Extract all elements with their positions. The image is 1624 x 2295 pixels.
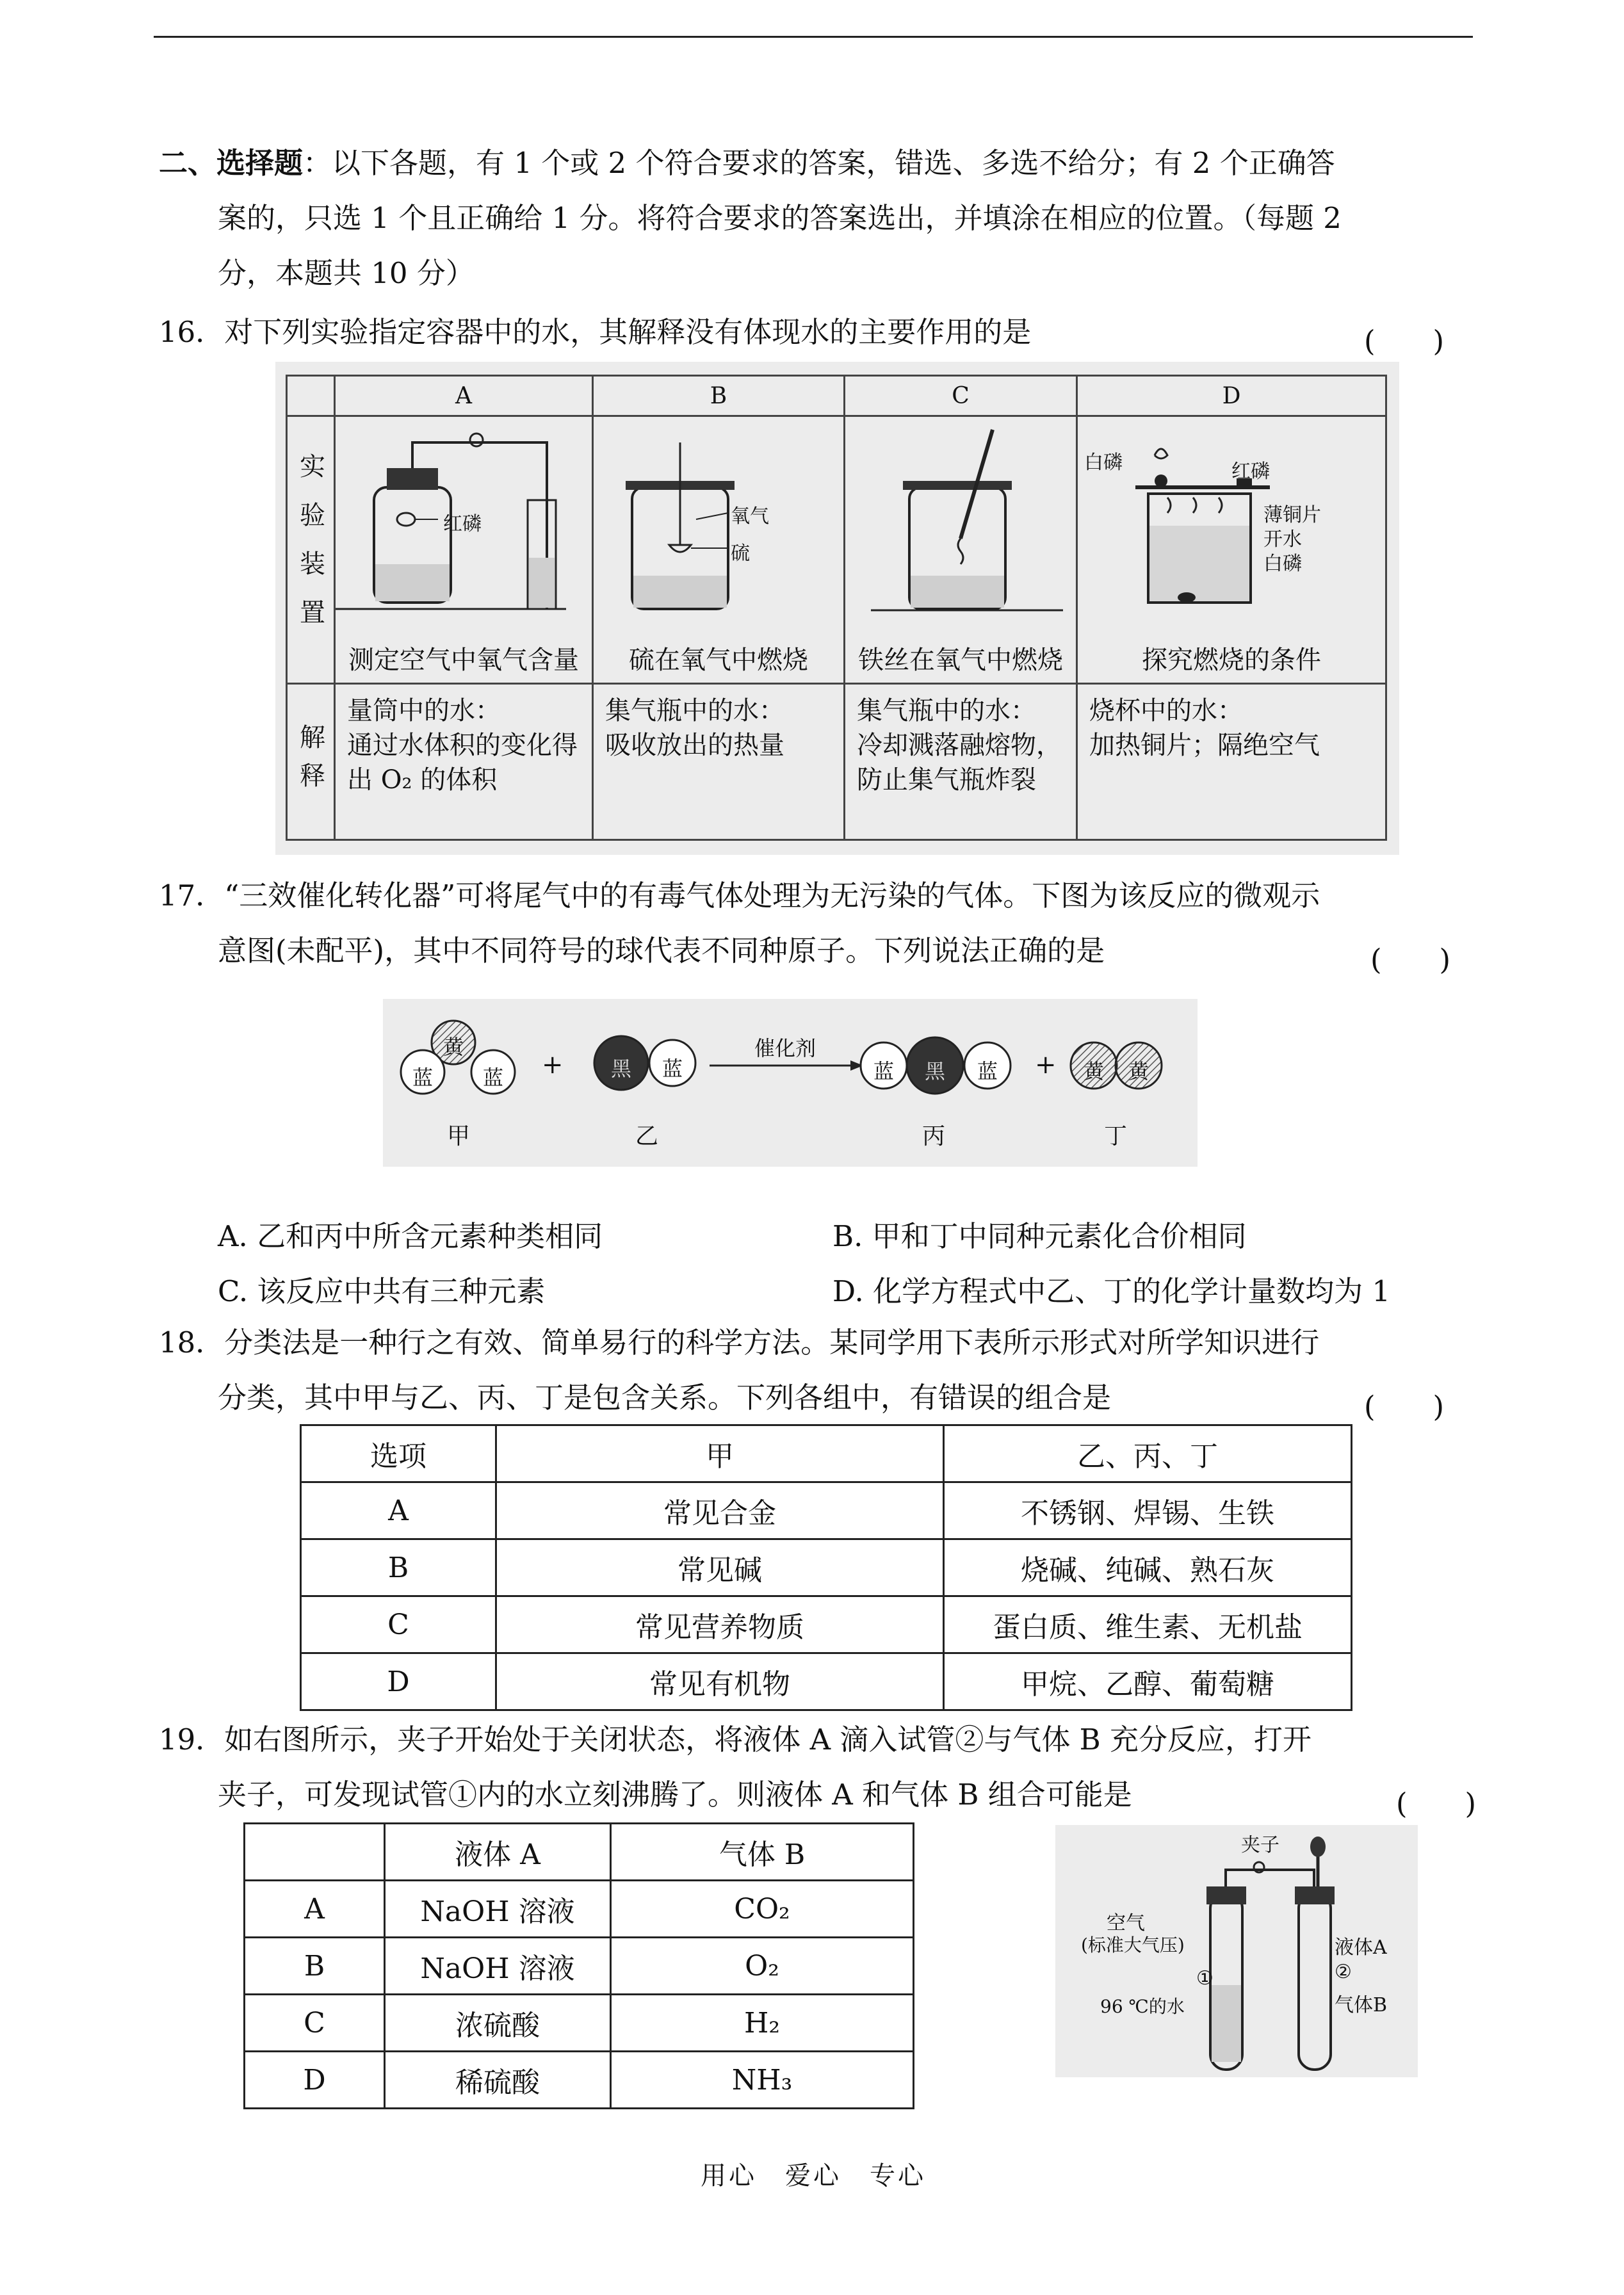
q17-option-c: C. 该反应中共有三种元素 [218, 1274, 546, 1308]
atom-blue-jia-2: 蓝 [483, 1066, 504, 1090]
q19-row-d-option: D [245, 2052, 385, 2109]
q18-row-a-jia: 常见合金 [496, 1482, 944, 1539]
q16-caption-a: 测定空气中氧气含量 [348, 645, 579, 675]
q16-side-explain: 解释 [287, 684, 335, 840]
q18-table [300, 1424, 1352, 1711]
q18-stem-line-1 [159, 1315, 1319, 1370]
q16-col-c: C [845, 376, 1077, 416]
atom-blue-yi: 蓝 [662, 1057, 683, 1081]
label-standard-pressure: (标准大气压) [1081, 1934, 1185, 1956]
page-footer: 用心 爱心 专心 [701, 2161, 926, 2191]
table-row [301, 1653, 1352, 1710]
atom-yellow-ding-1: 黄 [1084, 1059, 1105, 1083]
q19-row-d-liquid: 稀硫酸 [385, 2052, 611, 2109]
table-row [301, 1596, 1352, 1653]
q18-line-1: 分类法是一种行之有效、简单易行的科学方法。某同学用下表所示形式对所学知识进行 [224, 1326, 1320, 1359]
q18-row-c-jia: 常见营养物质 [496, 1596, 944, 1653]
q17-option-b: B. 甲和丁中同种元素化合价相同 [832, 1219, 1247, 1253]
q19-row-d-gas: NH₃ [611, 2052, 914, 2109]
header-rule [154, 36, 1473, 38]
q16-figure [275, 362, 1399, 855]
label-white-p-top: 白磷 [1084, 451, 1123, 474]
q19-row-b-liquid: NaOH 溶液 [385, 1938, 611, 1995]
q16-caption-d: 探究燃烧的条件 [1142, 645, 1321, 675]
q18-row-b-jia: 常见碱 [496, 1539, 944, 1596]
q19-row-a-liquid: NaOH 溶液 [385, 1881, 611, 1938]
q19-header-liquid-a: 液体 A [385, 1824, 611, 1881]
apparatus-c-illustration [845, 417, 1073, 635]
q18-row-c-option: C [301, 1596, 496, 1653]
plus-sign-1: + [542, 1050, 564, 1080]
atom-blue-jia-1: 蓝 [412, 1066, 434, 1090]
catalyst-label: 催化剂 [754, 1036, 816, 1060]
atom-blue-bing-1: 蓝 [873, 1059, 895, 1083]
q19-row-b-gas: O₂ [611, 1938, 914, 1995]
q16-stem [159, 305, 1031, 360]
q18-row-d-members: 甲烷、乙醇、葡萄糖 [944, 1653, 1352, 1710]
q16-side-device: 实验装置 [287, 416, 335, 684]
q16-explain-d: 烧杯中的水： 加热铜片；隔绝空气 [1077, 684, 1386, 840]
label-red-p-d: 红磷 [1231, 460, 1270, 483]
q17-option-a: A. 乙和丙中所含元素种类相同 [218, 1219, 603, 1253]
label-white-p-bottom: 白磷 [1263, 553, 1302, 575]
q19-header-blank [245, 1824, 385, 1881]
q16-cell-b-device [593, 416, 845, 684]
label-copper-sheet: 薄铜片 [1263, 504, 1321, 526]
q16-explain-c: 集气瓶中的水： 冷却溅落融熔物， 防止集气瓶炸裂 [845, 684, 1077, 840]
atom-black-bing: 黑 [925, 1059, 946, 1083]
q17-stem-line-1 [159, 868, 1320, 923]
q19-row-c-gas: H₂ [611, 1995, 914, 2052]
q16-answer-paren: ( ) [1364, 324, 1445, 358]
molecule-name-yi: 乙 [635, 1123, 659, 1149]
q18-header-option: 选项 [301, 1425, 496, 1482]
q18-row-d-option: D [301, 1653, 496, 1710]
q18-row-b-option: B [301, 1539, 496, 1596]
q18-row-b-members: 烧碱、纯碱、熟石灰 [944, 1539, 1352, 1596]
q16-explain-a: 量筒中的水： 通过水体积的变化得 出 O₂ 的体积 [335, 684, 593, 840]
q16-cell-a-device [335, 416, 593, 684]
q19-table [243, 1822, 914, 2109]
q19-line-1: 如右图所示，夹子开始处于关闭状态，将液体 A 滴入试管②与气体 B 充分反应，打开 [224, 1723, 1312, 1756]
q19-row-c-liquid: 浓硫酸 [385, 1995, 611, 2052]
q18-row-a-members: 不锈钢、焊锡、生铁 [944, 1482, 1352, 1539]
molecule-name-ding: 丁 [1104, 1123, 1128, 1149]
label-gas-b: 气体B [1335, 1994, 1388, 2016]
label-tube-1: ① [1196, 1967, 1214, 1990]
label-tube-2: ② [1335, 1961, 1352, 1983]
reaction-diagram [383, 999, 1198, 1167]
q16-cell-c-device [845, 416, 1077, 684]
q16-table [286, 375, 1387, 841]
q16-caption-c: 铁丝在氧气中燃烧 [858, 645, 1063, 675]
label-96c-water: 96 ℃的水 [1100, 1996, 1185, 2017]
q19-row-a-option: A [245, 1881, 385, 1938]
q17-number: 17． [159, 879, 225, 912]
atom-yellow-jia: 黄 [443, 1035, 464, 1059]
q19-row-a-gas: CO₂ [611, 1881, 914, 1938]
section-line-3: 分，本题共 10 分） [218, 256, 475, 290]
table-row [301, 1539, 1352, 1596]
table-row [245, 1881, 914, 1938]
q19-stem-line-2: 夹子，可发现试管①内的水立刻沸腾了。则液体 A 和气体 B 组合可能是 [218, 1778, 1132, 1812]
q17-answer-paren: ( ) [1370, 943, 1451, 977]
apparatus-d-illustration [1078, 417, 1385, 635]
q17-reaction-figure [383, 999, 1198, 1167]
q16-caption-b: 硫在氧气中燃烧 [629, 645, 808, 675]
label-hot-water: 开水 [1263, 528, 1302, 551]
section-heading: 二、选择题 [159, 146, 304, 180]
q19-row-b-option: B [245, 1938, 385, 1995]
molecule-name-jia: 甲 [447, 1123, 471, 1149]
q19-header-gas-b: 气体 B [611, 1824, 914, 1881]
label-liquid-a: 液体A [1335, 1936, 1387, 1959]
table-row [245, 2052, 914, 2109]
q17-line-1: “三效催化转化器”可将尾气中的有毒气体处理为无污染的气体。下图为该反应的微观示 [224, 879, 1320, 912]
q18-answer-paren: ( ) [1364, 1390, 1445, 1423]
label-clip: 夹子 [1241, 1834, 1279, 1856]
q16-number: 16． [159, 315, 225, 349]
apparatus-b-illustration [594, 417, 841, 635]
section-line-1 [159, 136, 1335, 191]
q18-row-a-option: A [301, 1482, 496, 1539]
section-line-2: 案的，只选 1 个且正确给 1 分。将符合要求的答案选出，并填涂在相应的位置。（每题 2 [218, 201, 1342, 235]
table-row [301, 1482, 1352, 1539]
label-red-p-a: 红磷 [443, 513, 482, 535]
section-intro: ：以下各题，有 1 个或 2 个符合要求的答案，错选、多选不给分；有 2 个正确答 [303, 146, 1335, 180]
q16-col-b: B [593, 376, 845, 416]
q19-row-c-option: C [245, 1995, 385, 2052]
q18-row-d-jia: 常见有机物 [496, 1653, 944, 1710]
q17-stem-line-2: 意图(未配平)，其中不同符号的球代表不同种原子。下列说法正确的是 [218, 934, 1105, 968]
q16-col-d: D [1077, 376, 1386, 416]
q16-text: 对下列实验指定容器中的水，其解释没有体现水的主要作用的是 [224, 315, 1032, 349]
label-sulfur: 硫 [731, 542, 750, 565]
atom-yellow-ding-2: 黄 [1128, 1059, 1149, 1083]
q19-answer-paren: ( ) [1396, 1787, 1477, 1821]
q17-option-d: D. 化学方程式中乙、丁的化学计量数均为 1 [832, 1274, 1391, 1308]
table-row [245, 1995, 914, 2052]
q18-row-c-members: 蛋白质、维生素、无机盐 [944, 1596, 1352, 1653]
q18-header-yi-bing-ding: 乙、丙、丁 [944, 1425, 1352, 1482]
atom-black-yi: 黑 [611, 1057, 632, 1081]
q19-number: 19． [159, 1723, 225, 1756]
q18-number: 18． [159, 1326, 225, 1359]
label-oxygen: 氧气 [731, 505, 769, 528]
q16-explain-b: 集气瓶中的水： 吸收放出的热量 [593, 684, 845, 840]
atom-blue-bing-2: 蓝 [977, 1059, 998, 1083]
q16-col-a: A [335, 376, 593, 416]
q19-stem-line-1 [159, 1712, 1311, 1767]
q16-cell-d-device [1077, 416, 1386, 684]
q18-header-jia: 甲 [496, 1425, 944, 1482]
table-row [245, 1938, 914, 1995]
molecule-name-bing: 丙 [922, 1123, 946, 1149]
plus-sign-2: + [1035, 1050, 1057, 1080]
q18-stem-line-2: 分类，其中甲与乙、丙、丁是包含关系。下列各组中，有错误的组合是 [218, 1381, 1112, 1415]
q19-apparatus-figure [1055, 1825, 1418, 2077]
label-air: 空气 [1107, 1912, 1145, 1934]
